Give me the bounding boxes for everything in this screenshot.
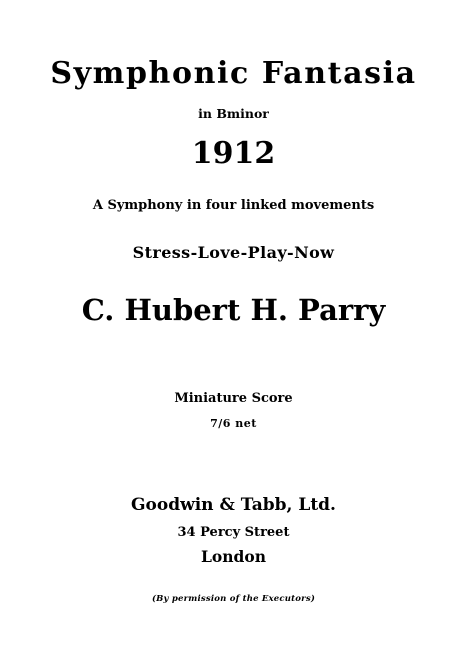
permission-note: (By permission of the Executors) xyxy=(151,594,316,604)
publisher-street: 34 Percy Street xyxy=(177,525,290,540)
composer-name: C. Hubert H. Parry xyxy=(81,293,386,327)
work-title: Symphonic Fantasia xyxy=(50,56,417,91)
key-subtitle: in Bminor xyxy=(198,106,269,121)
publisher-name: Goodwin & Tabb, Ltd. xyxy=(131,495,336,515)
work-description: A Symphony in four linked movements xyxy=(92,198,375,213)
price: 7/6 net xyxy=(210,417,257,430)
year: 1912 xyxy=(191,136,276,171)
edition-label: Miniature Score xyxy=(174,391,293,406)
publisher-city: London xyxy=(201,547,266,566)
movement-titles: Stress-Love-Play-Now xyxy=(132,243,335,262)
